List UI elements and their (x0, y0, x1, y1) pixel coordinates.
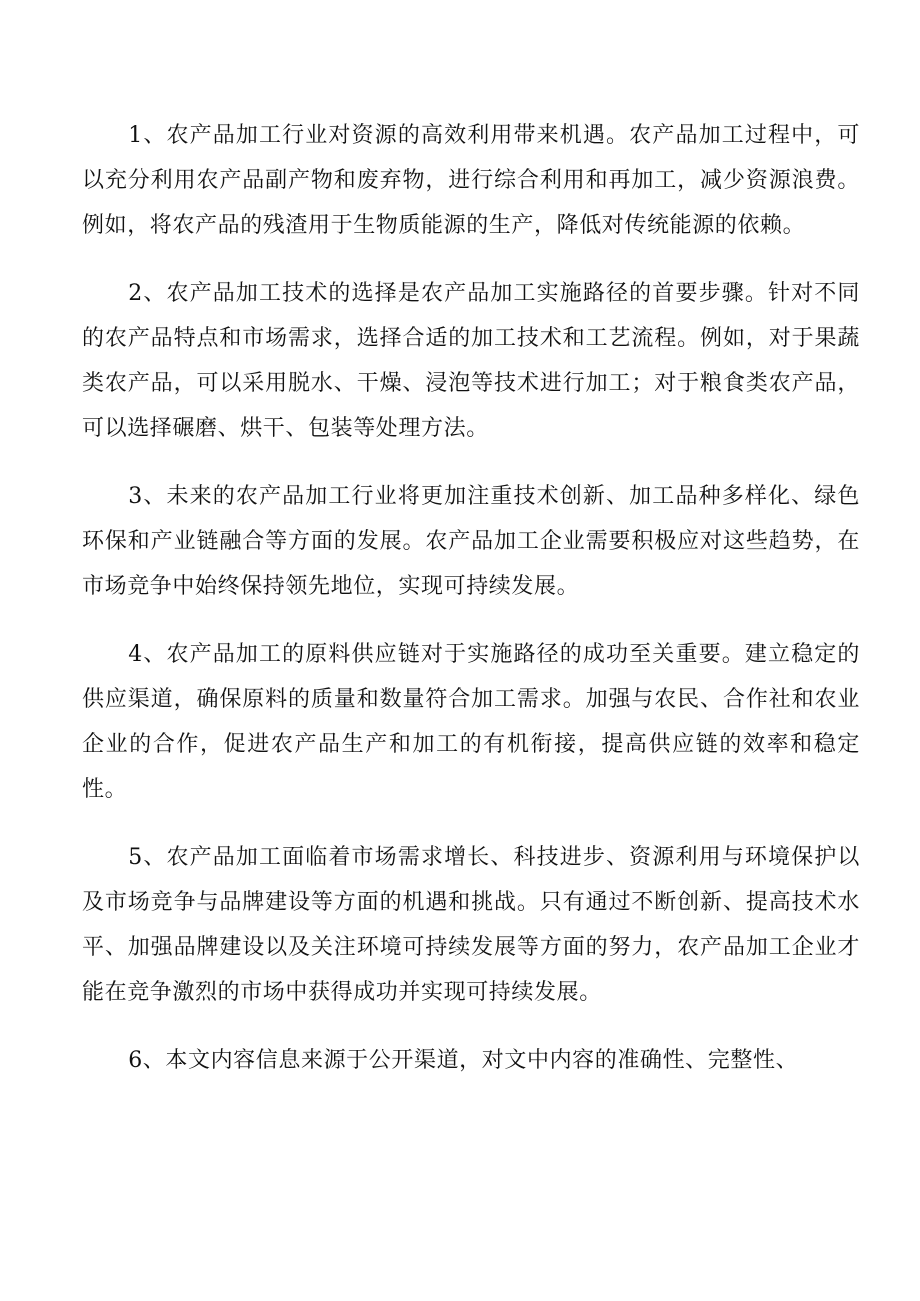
paragraph-6: 6、本文内容信息来源于公开渠道，对文中内容的准确性、完整性、 (128, 1048, 799, 1073)
paragraph-5: 5、农产品加工面临着市场需求增长、科技进步、资源利用与环境保护以及市场竞争与品牌建设等方面的机遇和挑战。只有通过不断创新、提高技术水平、加强品牌建设以及关注环境可持续发展等方面的努力，农产品加工企业才能在竞争激烈的市场中获得成功并实现可持续发展。 (82, 845, 860, 1005)
document-body (82, 113, 860, 1106)
paragraph-2: 2、农产品加工技术的选择是农产品加工实施路径的首要步骤。针对不同的农产品特点和市场需求，选择合适的加工技术和工艺流程。例如，对于果蔬类农产品，可以采用脱水、干燥、浸泡等技术进行加工；对于粮食类农产品，可以选择碾磨、烘干、包装等处理方法。 (82, 281, 860, 441)
paragraph-4: 4、农产品加工的原料供应链对于实施路径的成功至关重要。建立稳定的供应渠道，确保原料的质量和数量符合加工需求。加强与农民、合作社和农业企业的合作，促进农产品生产和加工的有机衔接，提高供应链的效率和稳定性。 (82, 642, 860, 802)
paragraph-1: 1、农产品加工行业对资源的高效利用带来机遇。农产品加工过程中，可以充分利用农产品副产物和废弃物，进行综合利用和再加工，减少资源浪费。例如，将农产品的残渣用于生物质能源的生产，降低对传统能源的依赖。 (82, 123, 860, 238)
paragraph-3: 3、未来的农产品加工行业将更加注重技术创新、加工品种多样化、绿色环保和产业链融合等方面的发展。农产品加工企业需要积极应对这些趋势，在市场竞争中始终保持领先地位，实现可持续发展。 (82, 484, 860, 599)
